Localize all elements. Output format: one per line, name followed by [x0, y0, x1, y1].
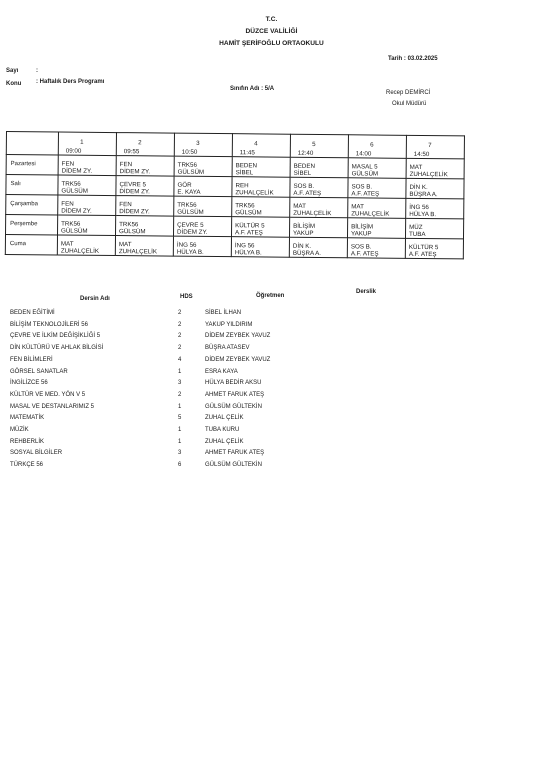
principal-title: Okul Müdürü	[392, 101, 427, 107]
schedule-cell	[57, 235, 115, 256]
subjects-header-hours: HDS	[180, 294, 193, 300]
cell-subject: İNG 56	[176, 241, 197, 249]
date-value: : 03.02.2025	[403, 56, 438, 62]
schedule-cell	[348, 158, 406, 179]
cell-subject: FEN	[119, 201, 132, 209]
subject-name: BEDEN EĞİTİMİ	[10, 310, 55, 316]
slot-number: 7	[428, 142, 432, 150]
cell-teacher: YAKUP	[350, 230, 372, 238]
schedule-cell	[58, 155, 116, 176]
subject-teacher: HÜLYA BEDİR AKSU	[205, 380, 262, 387]
schedule-cell	[232, 197, 290, 218]
subject-hours: 1	[178, 403, 182, 410]
slot-time: 11:45	[239, 149, 255, 157]
cell-subject: TRK56	[177, 161, 197, 169]
cell-subject: GÖR	[177, 181, 192, 189]
cell-subject: TRK56	[61, 180, 81, 188]
cell-subject: DİN K.	[409, 183, 428, 192]
cell-teacher: DİDEM ZY.	[119, 188, 150, 196]
cell-teacher: GÜLSÜM	[235, 209, 262, 217]
day-label: Perşembe	[6, 215, 58, 235]
subject-teacher: AHMET FARUK ATEŞ	[205, 391, 265, 398]
cell-subject: FEN	[61, 160, 75, 168]
day-label: Çarşamba	[6, 195, 58, 215]
subject-teacher: YAKUP YILDIRIM	[205, 321, 253, 328]
cell-subject: BEDEN	[293, 162, 316, 170]
cell-teacher: BÜŞRA A.	[409, 190, 438, 199]
cell-teacher: DİDEM ZY.	[61, 167, 93, 175]
subject-name: ÇEVRE VE İLKİM DEĞİŞİKLİĞİ 5	[10, 333, 101, 340]
header-province: DÜZCE VALİLİĞİ	[245, 28, 298, 35]
cell-subject: TRK56	[235, 202, 255, 210]
cell-teacher: GÜLSÜM	[351, 170, 379, 178]
schedule-cell	[58, 175, 116, 196]
slot-header	[290, 134, 348, 158]
day-label: Pazartesi	[6, 155, 58, 175]
subject-name: DİN KÜLTÜRÜ VE AHLAK BİLGİSİ	[10, 345, 104, 352]
schedule-cell	[406, 178, 464, 199]
subject-hours: 5	[178, 415, 182, 422]
slot-header	[232, 134, 290, 158]
slot-header	[348, 135, 406, 159]
cell-teacher: GÜLSÜM	[119, 228, 146, 236]
principal-name: Recep DEMİRCİ	[386, 90, 431, 96]
schedule-cell	[348, 178, 406, 199]
schedule-cell	[289, 237, 347, 258]
schedule-cell	[58, 215, 116, 236]
schedule-cell	[174, 176, 232, 197]
slot-number: 1	[80, 138, 84, 146]
schedule-cell	[289, 217, 347, 238]
class-value: : 5/A	[261, 86, 275, 92]
subject-hours: 3	[178, 380, 182, 387]
subject-teacher: GÜLSÜM GÜLTEKİN	[205, 462, 262, 469]
subject-name: REHBERLİK	[10, 438, 45, 445]
konu-label: Konu	[6, 81, 22, 87]
schedule-cell	[347, 238, 405, 259]
subject-teacher: GÜLSÜM GÜLTEKİN	[205, 403, 262, 410]
subject-teacher: ESRA KAYA	[205, 368, 238, 375]
subject-name: KÜLTÜR VE MED. YÖN V 5	[10, 391, 86, 398]
slot-number: 4	[254, 140, 258, 148]
cell-teacher: SİBEL	[235, 169, 254, 177]
cell-teacher: YAKUP	[292, 229, 314, 237]
cell-teacher: DİDEM ZY.	[119, 168, 151, 176]
schedule-cell	[116, 196, 174, 217]
subject-name: FEN BİLİMLERİ	[10, 356, 53, 363]
cell-teacher: ZUHALÇELİK	[409, 170, 448, 179]
cell-subject: MAT	[293, 202, 306, 210]
cell-subject: BİLİŞİM	[351, 223, 374, 231]
slot-time: 10:50	[181, 148, 198, 156]
slot-time: 12:40	[297, 149, 314, 157]
cell-subject: MAT	[409, 163, 423, 171]
cell-subject: KÜLTÜR 5	[408, 243, 439, 252]
subject-teacher: DİDEM ZEYBEK YAVUZ	[205, 333, 271, 340]
slot-header	[406, 135, 464, 159]
schedule-cell	[58, 195, 116, 216]
cell-subject: BEDEN	[235, 162, 258, 170]
subject-hours: 6	[178, 462, 182, 469]
slot-number: 3	[196, 139, 200, 147]
cell-teacher: ZUHALÇELİK	[118, 248, 158, 256]
subject-teacher: DİDEM ZEYBEK YAVUZ	[205, 356, 271, 363]
cell-subject: MASAL 5	[351, 163, 378, 171]
cell-teacher: HÜLYA B.	[409, 210, 437, 219]
sayi-label: Sayı	[6, 68, 19, 74]
slot-time: 09:55	[123, 148, 140, 156]
subject-hours: 2	[178, 333, 182, 340]
subject-hours: 2	[178, 321, 182, 328]
konu-value: : Haftalık Ders Programı	[36, 79, 105, 85]
schedule-cell	[232, 177, 290, 198]
subject-hours: 1	[178, 368, 182, 375]
subject-hours: 1	[178, 438, 182, 445]
schedule-cell	[116, 216, 174, 237]
cell-subject: TRK56	[61, 220, 81, 228]
slot-header	[174, 133, 232, 157]
cell-subject: KÜLTÜR 5	[235, 222, 265, 230]
cell-teacher: GÜLSÜM	[61, 227, 88, 235]
cell-subject: DİN K.	[292, 242, 312, 250]
subject-name: GÖRSEL SANATLAR	[10, 368, 68, 375]
schedule-cell	[290, 157, 348, 178]
cell-subject: SOS B.	[351, 183, 373, 191]
schedule-cell	[348, 198, 406, 219]
cell-teacher: ZUHALÇELİK	[293, 209, 332, 218]
subject-name: MATEMATİK	[10, 415, 45, 422]
cell-teacher: DİDEM ZY.	[119, 208, 150, 216]
subject-hours: 1	[178, 427, 182, 433]
schedule-cell	[290, 197, 348, 218]
cell-teacher: HÜLYA B.	[176, 248, 204, 256]
cell-subject: REH	[235, 182, 249, 190]
cell-subject: MAT	[351, 203, 364, 211]
sayi-value: :	[36, 68, 38, 74]
schedule-cell	[406, 158, 464, 179]
slot-header	[58, 132, 116, 156]
cell-teacher: HÜLYA B.	[234, 249, 262, 257]
subject-name: SOSYAL BİLGİLER	[10, 450, 63, 457]
cell-teacher: SİBEL	[293, 169, 312, 177]
schedule-cell	[116, 156, 174, 177]
subject-teacher: ZUHAL ÇELİK	[205, 415, 244, 422]
subject-teacher: ZUHAL ÇELİK	[205, 438, 244, 445]
subject-name: TÜRKÇE 56	[10, 462, 44, 469]
header-tc: T.C.	[265, 16, 278, 23]
schedule-cell	[173, 236, 231, 257]
schedule-cell	[231, 237, 289, 258]
cell-teacher: A.F. ATEŞ	[408, 250, 437, 259]
subject-name: BİLİŞİM TEKNOLOJİLERİ 56	[10, 321, 88, 328]
cell-subject: FEN	[119, 161, 133, 169]
header-school: HAMİT ŞERİFOĞLU ORTAOKULU	[219, 40, 324, 47]
cell-teacher: GÜLSÜM	[177, 168, 205, 176]
cell-subject: ÇEVRE 5	[119, 181, 147, 189]
subject-name: MASAL VE DESTANLARIMIZ 5	[10, 403, 95, 410]
schedule-cell	[405, 238, 463, 259]
cell-subject: MAT	[118, 241, 132, 249]
cell-teacher: A.F. ATEŞ	[293, 189, 322, 198]
subject-hours: 2	[178, 391, 182, 398]
subject-teacher: BÜŞRA ATASEV	[205, 345, 250, 352]
cell-subject: İNG 56	[234, 242, 255, 250]
schedule-table	[5, 131, 465, 259]
date-label: Tarih	[388, 56, 403, 62]
subject-hours: 2	[178, 345, 182, 352]
cell-subject: BİLİŞİM	[293, 222, 316, 230]
cell-subject: FEN	[61, 200, 74, 208]
cell-subject: MAT	[60, 240, 74, 248]
cell-teacher: TUBA	[408, 230, 426, 239]
subjects-header-classroom: Derslik	[356, 289, 377, 295]
subject-teacher: SİBEL İLHAN	[205, 310, 242, 316]
subject-name: İNGİLİZCE 56	[10, 380, 48, 387]
subject-hours: 4	[178, 356, 182, 363]
subject-hours: 2	[178, 310, 182, 316]
subjects-header-name: Dersin Adı	[80, 296, 110, 302]
schedule-cell	[405, 218, 463, 239]
slot-time: 14:50	[413, 150, 430, 159]
slot-number: 6	[370, 141, 374, 149]
schedule-cell	[290, 177, 348, 198]
slot-time: 09:00	[65, 147, 82, 155]
cell-teacher: GÜLSÜM	[177, 208, 204, 216]
cell-subject: SOS B.	[293, 182, 315, 190]
schedule-cell	[115, 236, 173, 257]
schedule-cell	[174, 156, 232, 177]
subject-teacher: AHMET FARUK ATEŞ	[205, 450, 265, 457]
cell-teacher: DİDEM ZY.	[177, 228, 208, 236]
cell-teacher: ZUHALÇELİK	[351, 210, 390, 218]
cell-teacher: ZUHALÇELİK	[60, 247, 100, 255]
day-label: Cuma	[5, 235, 57, 255]
subjects-header-teacher: Öğretmen	[256, 293, 285, 299]
subject-name: MÜZİK	[10, 427, 29, 433]
day-label: Salı	[6, 175, 58, 195]
cell-subject: ÇEVRE 5	[177, 221, 204, 229]
cell-teacher: A.F. ATEŞ	[351, 190, 380, 198]
cell-teacher: DİDEM ZY.	[61, 207, 92, 215]
cell-subject: TRK56	[177, 201, 197, 209]
schedule-cell	[231, 217, 289, 238]
cell-subject: İNG 56	[409, 203, 429, 212]
cell-subject: TRK56	[119, 221, 139, 229]
slot-number: 2	[138, 139, 142, 147]
cell-teacher: ZUHALÇELİK	[235, 189, 274, 197]
schedule-corner	[6, 132, 58, 155]
cell-teacher: BÜŞRA A.	[292, 249, 322, 258]
slot-time: 14:00	[355, 150, 372, 158]
schedule-cell	[173, 216, 231, 237]
cell-subject: MÜZ	[409, 223, 423, 232]
slot-number: 5	[312, 140, 316, 148]
schedule-cell	[116, 176, 174, 197]
slot-header	[116, 133, 174, 157]
schedule-cell	[347, 218, 405, 239]
class-row	[230, 86, 274, 92]
class-label: Sınıfın Adı	[230, 86, 260, 92]
cell-teacher: GÜLSÜM	[61, 187, 88, 195]
cell-teacher: A.F. ATEŞ	[350, 250, 379, 258]
subject-hours: 3	[178, 450, 182, 457]
schedule-cell	[174, 196, 232, 217]
date-row	[388, 56, 438, 62]
cell-teacher: E. KAYA	[177, 188, 201, 196]
schedule-row	[5, 235, 463, 259]
schedule-cell	[232, 157, 290, 178]
subject-teacher: TUBA KURU	[205, 427, 240, 433]
cell-teacher: A.F. ATEŞ	[235, 229, 263, 237]
schedule-cell	[406, 198, 464, 219]
cell-subject: SOS B.	[350, 243, 372, 251]
